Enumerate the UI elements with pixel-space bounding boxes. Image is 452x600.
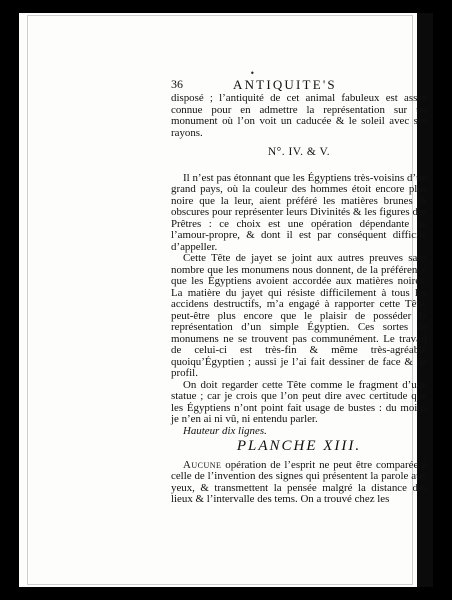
opening-paragraph: disposé ; l’antiquité de cet animal fabuleux est assez connue pour en admettre la représentation sur un monument où l’on voit un caducée & le soleil avec ses rayons. [171, 92, 427, 139]
text-column [171, 79, 427, 506]
running-head: ANTIQUITE'S [233, 77, 337, 92]
plate-heading: PLANCHE XIII. [236, 438, 362, 454]
closing-text: opération de l’esprit ne peut être comparée à celle de l’invention des signes qui présentent la parole aux yeux, & transmettent la pensée malgré la distance des lieux & l’intervalle des tems. On a trouvé chez les [171, 458, 427, 505]
closing-paragraph [171, 460, 427, 506]
page-header [171, 79, 427, 93]
book-page [19, 13, 433, 587]
paragraph-1: Il n’est pas étonnant que les Égyptiens très-voisins d’un grand pays, où la couleur des hommes étoit encore plus noire que la leur, aient préféré les matières brunes & obscures pour représenter leurs Divinités & les figures des Prêtres : ce choix est une opération dépendante de l’amour-propre, & dont il est par conséquent difficile d’appeller. [171, 171, 427, 253]
page-number: 36 [171, 77, 183, 91]
section-title: N°. IV. & V. [267, 146, 331, 158]
signature-mark: • [250, 69, 255, 78]
closing-first-word: Aucune [183, 458, 222, 471]
paragraph-2: Cette Tête de jayet se joint aux autres preuves sans nombre que les monumens nous donnent, de la préférence que les Égyptiens avoient accordée aux matières noires. La matière du jayet qui résiste difficilement à tous les accidens destructifs, m’a engagé à rapporter cette Tête, peut-être plus encore que le plaisir de posséder la représentation d’un simple Égyptien. Ces sortes de monumens ne se trouvent pas communément. Le travail de celui-ci est très-fin & même très-agréable quoiqu’Égyptien ; aussi je l’ai fait dessiner de face & de profil. [171, 252, 427, 379]
paragraph-3: On doit regarder cette Tête comme le fragment d’une statue ; car je crois que l’on peut dire avec certitude que les Égyptiens n’ont point fait usage de bustes : du moins je n’en ai ni vû, ni entendu parler. [171, 378, 427, 425]
height-note: Hauteur dix lignes. [183, 424, 267, 437]
